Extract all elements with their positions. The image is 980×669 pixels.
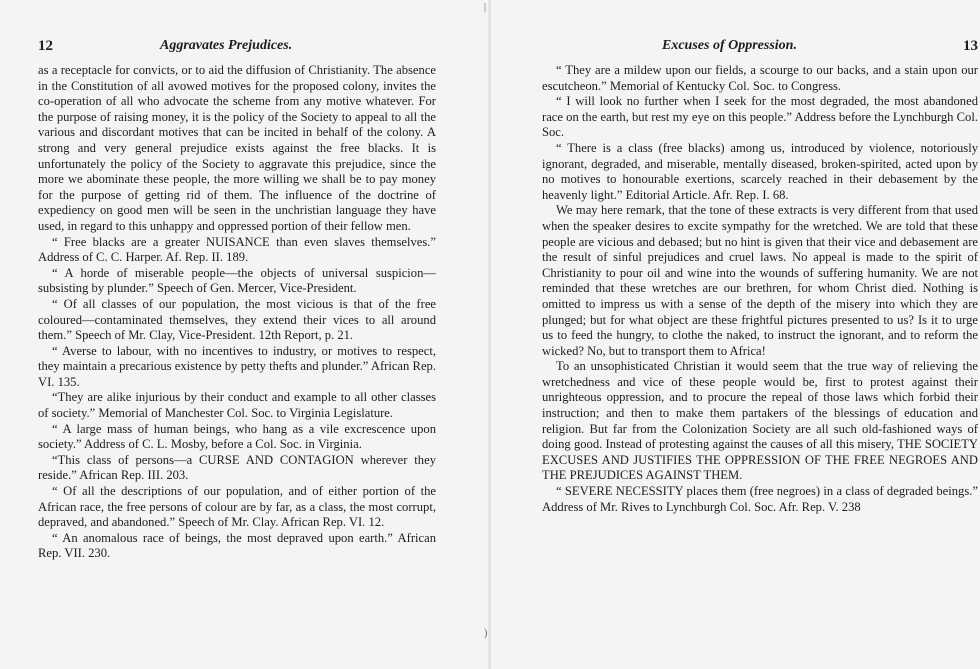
right-page-body <box>542 63 978 515</box>
quote-paragraph: “ SEVERE NECESSITY places them (free negroes) in a class of degraded beings.” Address of Mr. Rives to Lynchburgh Col. Soc. Afr. Rep. V. 238 <box>542 484 978 514</box>
running-title: Aggravates Prejudices. <box>160 38 293 53</box>
quote-paragraph: “ Of all the descriptions of our population, and of either portion of the African race, the free persons of colour are by far, as a class, the most corrupt, depraved, and abandoned.” Speech of Mr. Clay. African Rep. VI. 12. <box>38 484 436 530</box>
running-title: Excuses of Oppression. <box>662 38 797 53</box>
quote-paragraph: “ There is a class (free blacks) among us, introduced by violence, notoriously ignorant, degraded, and miserable, mentally diseased, broken-spirited, acted upon by no motives to honourable exertions, scarcely reached in their debasement by the heavenly light.” Editorial Article. Afr. Rep. I. 68. <box>542 140 978 202</box>
quote-paragraph: “ Averse to labour, with no incentives to industry, or motives to respect, they maintain a precarious existence by petty thefts and plunder.” African Rep. VI. 135. <box>38 343 436 389</box>
scan-mark-bottom: ) <box>484 628 488 639</box>
page-number: 12 <box>38 38 53 54</box>
right-page <box>490 0 980 669</box>
quote-paragraph: “ I will look no further when I seek for the most degraded, the most abandoned race on the earth, but rest my eye on this people.” Address before the Lynchburgh Col. Soc. <box>542 94 978 140</box>
quote-paragraph: “They are alike injurious by their conduct and example to all other classes of society.” Memorial of Manchester Col. Soc. to Virginia Legislature. <box>38 390 436 421</box>
quote-paragraph: “ A large mass of human beings, who hang as a vile excrescence upon society.” Address of C. L. Mosby, before a Col. Soc. in Virginia. <box>38 421 436 452</box>
quote-paragraph: “ A horde of miserable people—the objects of universal suspicion—subsisting by plunder.” Speech of Gen. Mercer, Vice-President. <box>38 265 436 296</box>
quote-paragraph: “ They are a mildew upon our fields, a scourge to our backs, and a stain upon our escutcheon.” Memorial of Kentucky Col. Soc. to Congress. <box>542 63 978 93</box>
left-page-body <box>38 63 436 562</box>
paragraph: as a receptacle for convicts, or to aid the diffusion of Christianity. The absence in the Constitution of all avowed motives for the proposed colony, invites the co-operation of all who advocate the scheme from any motive whatever. For the purpose of raising money, it is the policy of the Society to appeal to all the various and discordant motives that can be incited in behalf of the colony. A strong and very general prejudice exists against the free blacks. It is unfortunately the policy of the Society to aggravate this prejudice, since the more we abominate these people, the more willing we shall be to pay money for the purpose of getting rid of them. The influence of the doctrine of expediency on good men will be seen in the unchristian language they have used, in regard to this unhappy and oppressed portion of their fellow men. <box>38 63 436 233</box>
quote-paragraph: “ An anomalous race of beings, the most depraved upon earth.” African Rep. VII. 230. <box>38 530 436 561</box>
paragraph: We may here remark, that the tone of these extracts is very different from that used when the speaker desires to excite sympathy for the wretched. We are told that these people are vicious and debased; but no hint is given that their vice and debasement are the result of sinful prejudices and cruel laws. No appeal is made to the spirit of Christianity to pour oil and wine into the wounds of suffering humanity. We are not reminded that these wretches are our brethren, for whom Christ died. Nothing is omitted to impress us with a sense of the depth of the misery into which they are plunged; but for what object are these frightful pictures presented to us? Is it to urge us to feed the hungry, to clothe the naked, to instruct the ignorant, and to reform the wicked? No, but to transport them to Africa! <box>542 203 978 358</box>
quote-paragraph: “ Free blacks are a greater NUISANCE than even slaves themselves.” Address of C. C. Harper. Af. Rep. II. 189. <box>38 234 436 265</box>
page-number: 13 <box>963 38 978 54</box>
paragraph: To an unsophisticated Christian it would seem that the true way of relieving the wretchedness and vice of these people would be, first to protest against their unrighteous oppression, and to procure the repeal of those laws which forbid their instruction; and then to make them partakers of the blessings of education and religion. But far from the Colonization Society are all such old-fashioned ways of doing good. Instead of protesting against the causes of all this misery, THE SOCIETY EXCUSES AND JUSTIFIES THE OPPRESSION OF THE FREE NEGROES AND THE PREJUDICES AGAINST THEM. <box>542 359 978 483</box>
quote-paragraph: “ Of all classes of our population, the most vicious is that of the free coloured—contaminated themselves, they extend their vices to all around them.” Speech of Mr. Clay, Vice-President. 12th Report, p. 21. <box>38 296 436 343</box>
quote-paragraph: “This class of persons—a CURSE AND CONTAGION wherever they reside.” African Rep. III. 203. <box>38 452 436 483</box>
scan-mark-top: | <box>484 2 487 13</box>
